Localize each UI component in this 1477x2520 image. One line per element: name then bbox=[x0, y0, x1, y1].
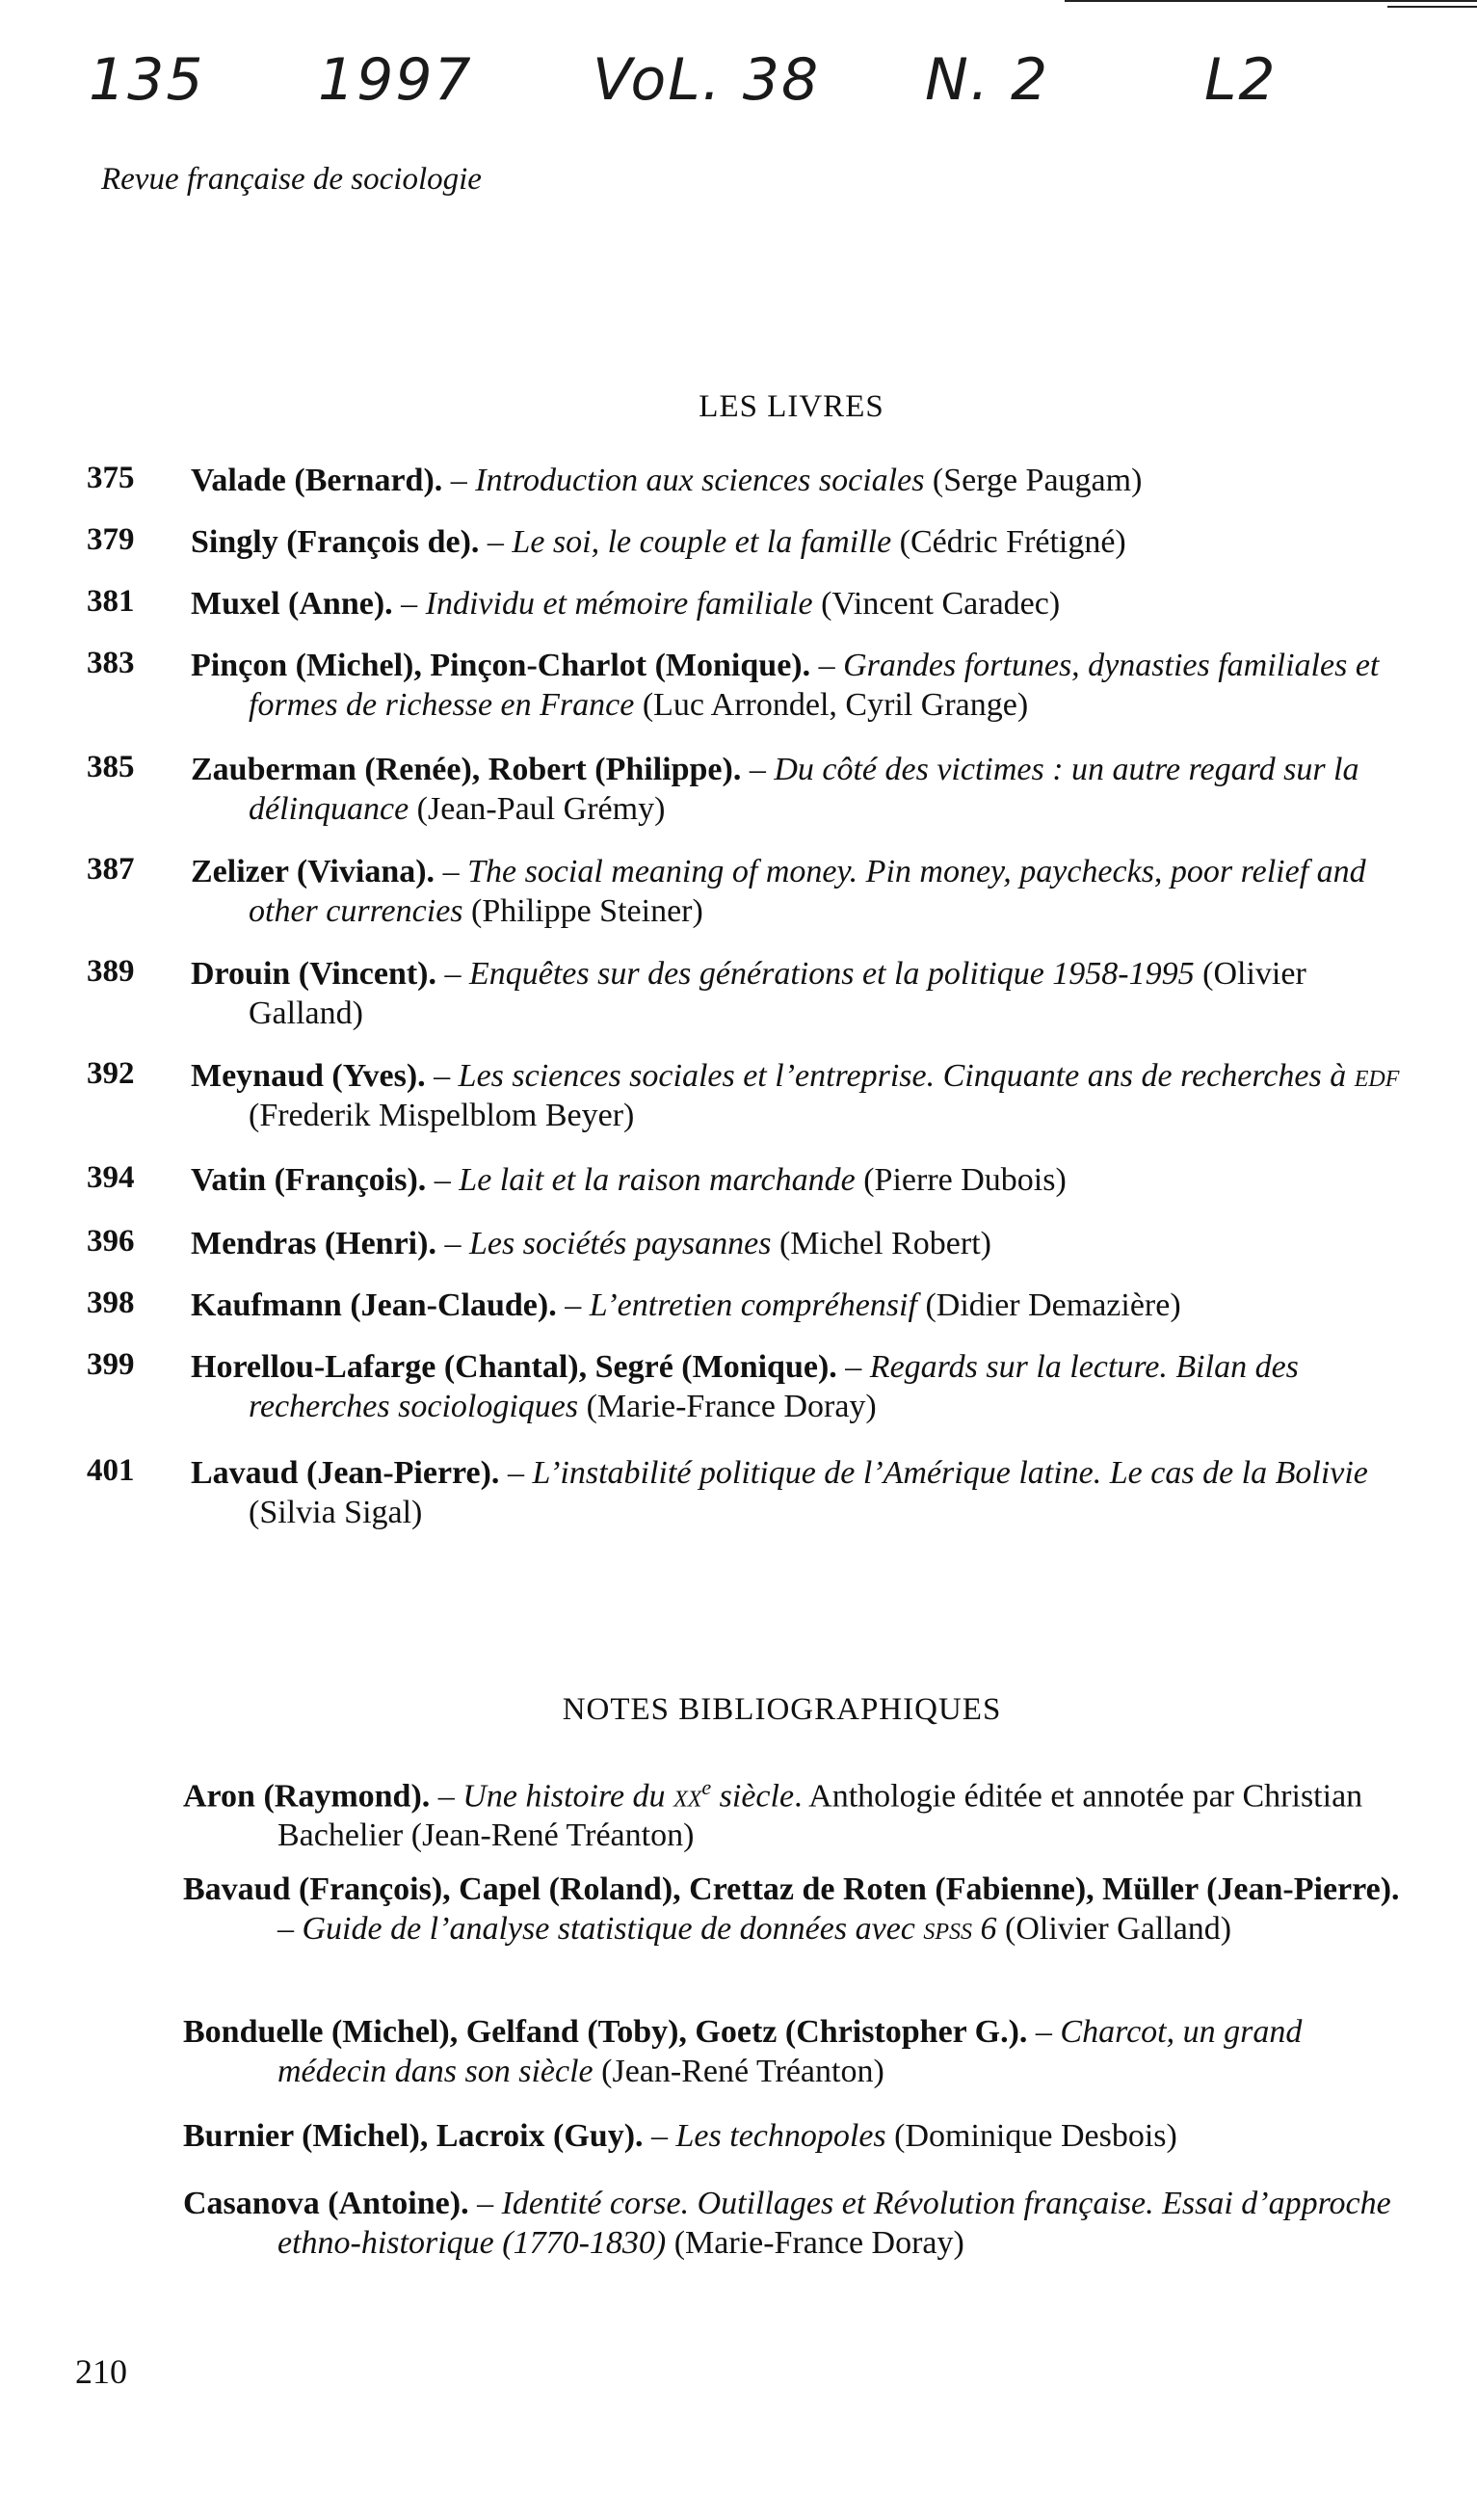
entry-reviewer: (Jean-René Tréanton) bbox=[593, 2054, 884, 2089]
entry-dash: – bbox=[442, 463, 476, 498]
entry-reviewer: (Cédric Frétigné) bbox=[891, 524, 1126, 560]
handwritten-code: L2 bbox=[1204, 46, 1278, 114]
note-entry bbox=[183, 2012, 1407, 2091]
entry-title: Les sociétés paysannes bbox=[468, 1226, 772, 1261]
note-entry bbox=[183, 1870, 1407, 1949]
entry-author: Mendras (Henri). bbox=[191, 1226, 436, 1261]
entry-reviewer: (Didier Demazière) bbox=[916, 1287, 1181, 1323]
top-border-line-secondary bbox=[1387, 6, 1477, 8]
entry-page-number: 385 bbox=[87, 750, 135, 784]
entry-page-number: 383 bbox=[87, 646, 135, 680]
entry-title-smallcaps: xx bbox=[673, 1778, 702, 1815]
top-border-line bbox=[1065, 0, 1477, 2]
book-entry bbox=[87, 522, 1407, 562]
entry-reviewer: (Jean-Paul Grémy) bbox=[409, 791, 666, 827]
entry-title: Enquêtes sur des générations et la politique 1958-1995 bbox=[469, 956, 1195, 992]
entry-reviewer: (Michel Robert) bbox=[771, 1226, 991, 1261]
entry-author: Zauberman (Renée), Robert (Philippe). bbox=[191, 752, 742, 787]
entry-reviewer: (Dominique Desbois) bbox=[885, 2118, 1177, 2154]
entry-page-number: 379 bbox=[87, 522, 135, 557]
entry-author: Kaufmann (Jean-Claude). bbox=[191, 1287, 557, 1323]
entry-page-number: 375 bbox=[87, 461, 135, 495]
entry-reviewer: . Anthologie éditée et annotée par Christian Bachelier (Jean-René Tréanton) bbox=[277, 1778, 1363, 1854]
handwritten-volume: VoL. 38 bbox=[593, 46, 821, 114]
entry-dash: – bbox=[556, 1287, 590, 1323]
entry-author: Zelizer (Viviana). bbox=[191, 854, 435, 889]
entry-page-number: 394 bbox=[87, 1160, 135, 1195]
entry-author: Meynaud (Yves). bbox=[191, 1058, 426, 1094]
entry-text bbox=[183, 2012, 1407, 2091]
entry-title: The social meaning of money. Pin money, paychecks, poor relief and other currencies bbox=[249, 854, 1366, 929]
entry-dash: – bbox=[1027, 2014, 1061, 2050]
entry-dash: – bbox=[435, 1226, 469, 1261]
entry-text bbox=[191, 584, 1407, 623]
entry-reviewer: (Pierre Dubois) bbox=[855, 1162, 1067, 1198]
entry-reviewer: (Serge Paugam) bbox=[924, 463, 1143, 498]
book-entry bbox=[87, 1347, 1407, 1426]
book-entry bbox=[87, 1160, 1407, 1200]
entry-reviewer: (Marie-France Doray) bbox=[578, 1389, 877, 1424]
entry-title: Une histoire du bbox=[462, 1778, 674, 1815]
journal-title: Revue française de sociologie bbox=[101, 162, 482, 197]
entry-dash: – bbox=[430, 1778, 463, 1815]
entry-text bbox=[183, 2184, 1407, 2263]
entry-author: Pinçon (Michel), Pinçon-Charlot (Monique). bbox=[191, 648, 811, 683]
book-entry bbox=[87, 954, 1407, 1033]
entry-author: Horellou-Lafarge (Chantal), Segré (Monique). bbox=[191, 1349, 837, 1385]
books-section-heading: LES LIVRES bbox=[699, 389, 884, 424]
entry-dash: – bbox=[277, 1911, 303, 1947]
entry-author: Valade (Bernard). bbox=[191, 463, 443, 498]
entry-title: Charcot, un grand médecin dans son siècle bbox=[277, 2014, 1303, 2089]
entry-title-smallcaps: edf bbox=[1354, 1058, 1400, 1094]
entry-author: Drouin (Vincent). bbox=[191, 956, 436, 992]
entry-dash: – bbox=[436, 956, 469, 992]
entry-author: Lavaud (Jean-Pierre). bbox=[191, 1455, 500, 1491]
entry-text bbox=[191, 461, 1407, 500]
entry-title: Les technopoles bbox=[675, 2118, 886, 2154]
entry-title: Individu et mémoire familiale bbox=[425, 586, 813, 622]
entry-title: Le soi, le couple et la famille bbox=[512, 524, 892, 560]
entry-text bbox=[183, 2116, 1407, 2156]
entry-page-number: 392 bbox=[87, 1056, 135, 1091]
entry-text bbox=[191, 1056, 1407, 1135]
book-entry bbox=[87, 750, 1407, 829]
entry-title: Identité corse. Outillages et Révolution française. Essai d’approche ethno-historique (1770-1830) bbox=[277, 2186, 1391, 2261]
entry-author: Bavaud (François), Capel (Roland), Crettaz de Roten (Fabienne), Müller (Jean-Pierre). bbox=[183, 1871, 1400, 1907]
entry-page-number: 398 bbox=[87, 1286, 135, 1320]
entry-text bbox=[191, 522, 1407, 562]
book-entry bbox=[87, 1453, 1407, 1532]
entry-reviewer: (Frederik Mispelblom Beyer) bbox=[249, 1098, 635, 1133]
handwritten-year: 1997 bbox=[318, 46, 473, 114]
entry-page-number: 389 bbox=[87, 954, 135, 989]
entry-dash: – bbox=[426, 1162, 460, 1198]
entry-title: Introduction aux sciences sociales bbox=[475, 463, 925, 498]
entry-title-end: siècle bbox=[711, 1778, 795, 1815]
entry-reviewer: (Olivier Galland) bbox=[996, 1911, 1232, 1947]
entry-page-number: 401 bbox=[87, 1453, 135, 1488]
book-entry bbox=[87, 1286, 1407, 1325]
entry-dash: – bbox=[479, 524, 513, 560]
entry-text bbox=[191, 646, 1407, 725]
entry-page-number: 396 bbox=[87, 1224, 135, 1259]
entry-text bbox=[191, 1224, 1407, 1263]
entry-author: Aron (Raymond). bbox=[183, 1778, 431, 1815]
entry-text bbox=[191, 954, 1407, 1033]
note-entry bbox=[183, 2184, 1407, 2263]
book-entry bbox=[87, 584, 1407, 623]
note-entry bbox=[183, 2116, 1407, 2156]
entry-title-superscript: e bbox=[701, 1775, 712, 1799]
page-number: 210 bbox=[75, 2352, 127, 2391]
book-entry bbox=[87, 852, 1407, 931]
entry-author: Singly (François de). bbox=[191, 524, 480, 560]
note-entry bbox=[183, 1767, 1407, 1855]
entry-author: Muxel (Anne). bbox=[191, 586, 393, 622]
entry-title: Regards sur la lecture. Bilan des recherches sociologiques bbox=[249, 1349, 1299, 1424]
book-entry bbox=[87, 1224, 1407, 1263]
entry-text bbox=[191, 1160, 1407, 1200]
entry-dash: – bbox=[741, 752, 775, 787]
handwritten-ref: 135 bbox=[89, 46, 205, 114]
entry-reviewer: (Vincent Caradec) bbox=[812, 586, 1061, 622]
entry-dash: – bbox=[810, 648, 844, 683]
entry-reviewer: (Philippe Steiner) bbox=[462, 893, 703, 929]
entry-text bbox=[183, 1870, 1407, 1949]
entry-text bbox=[191, 1453, 1407, 1532]
entry-title: Guide de l’analyse statistique de données avec bbox=[302, 1911, 924, 1947]
entry-page-number: 387 bbox=[87, 852, 135, 887]
entry-title-end: 6 bbox=[972, 1911, 997, 1947]
entry-reviewer: (Silvia Sigal) bbox=[249, 1495, 423, 1530]
entry-title: Le lait et la raison marchande bbox=[459, 1162, 856, 1198]
entry-dash: – bbox=[836, 1349, 870, 1385]
entry-text bbox=[191, 852, 1407, 931]
entry-author: Casanova (Antoine). bbox=[183, 2186, 469, 2221]
entry-text bbox=[183, 1767, 1407, 1855]
entry-title: Les sciences sociales et l’entreprise. Cinquante ans de recherches à bbox=[458, 1058, 1355, 1094]
entry-title: L’instabilité politique de l’Amérique latine. Le cas de la Bolivie bbox=[532, 1455, 1368, 1491]
entry-page-number: 381 bbox=[87, 584, 135, 619]
book-entry bbox=[87, 461, 1407, 500]
entry-author: Vatin (François). bbox=[191, 1162, 427, 1198]
entry-page-number: 399 bbox=[87, 1347, 135, 1382]
handwritten-number: N. 2 bbox=[925, 46, 1050, 114]
entry-title: Grandes fortunes, dynasties familiales et formes de richesse en France bbox=[249, 648, 1380, 723]
entry-dash: – bbox=[499, 1455, 533, 1491]
entry-dash: – bbox=[425, 1058, 459, 1094]
book-entry bbox=[87, 646, 1407, 725]
entry-dash: – bbox=[643, 2118, 676, 2154]
entry-text bbox=[191, 750, 1407, 829]
handwritten-annotation bbox=[0, 46, 1477, 133]
entry-author: Burnier (Michel), Lacroix (Guy). bbox=[183, 2118, 644, 2154]
entry-title: Du côté des victimes : un autre regard sur la délinquance bbox=[249, 752, 1359, 827]
entry-reviewer: (Olivier Galland) bbox=[249, 956, 1306, 1031]
entry-dash: – bbox=[392, 586, 426, 622]
entry-reviewer: (Luc Arrondel, Cyril Grange) bbox=[634, 687, 1029, 723]
entry-reviewer: (Marie-France Doray) bbox=[666, 2225, 964, 2261]
entry-title-smallcaps: spss bbox=[923, 1911, 973, 1947]
entry-author: Bonduelle (Michel), Gelfand (Toby), Goetz (Christopher G.). bbox=[183, 2014, 1028, 2050]
entry-dash: – bbox=[468, 2186, 502, 2221]
entry-text bbox=[191, 1286, 1407, 1325]
book-entry bbox=[87, 1056, 1407, 1135]
entry-text bbox=[191, 1347, 1407, 1426]
entry-title: L’entretien compréhensif bbox=[589, 1287, 917, 1323]
notes-section-heading: NOTES BIBLIOGRAPHIQUES bbox=[562, 1692, 1002, 1727]
entry-dash: – bbox=[435, 854, 468, 889]
